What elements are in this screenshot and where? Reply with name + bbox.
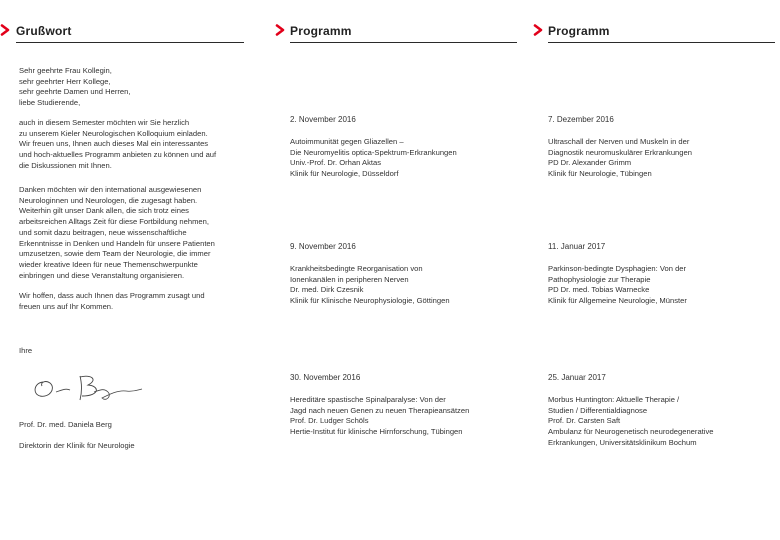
event-speaker: Univ.-Prof. Dr. Orhan Aktas [290, 158, 382, 168]
signer-title: Direktorin der Klinik für Neurologie [19, 441, 135, 451]
program-event [290, 373, 530, 438]
event-speaker: Prof. Dr. Carsten Saft [548, 416, 621, 426]
programm-column-2 [533, 0, 780, 447]
heading-rule [548, 42, 775, 43]
event-date: 11. Januar 2017 [548, 242, 606, 251]
event-institution: Klinik für Neurologie, Tübingen [548, 169, 652, 179]
event-speaker: PD Dr. med. Tobias Warnecke [548, 285, 650, 295]
event-title: Hereditäre spastische Spinalparalyse: Von der Jagd nach neuen Genen zu neuen Therapieansätzen [290, 395, 470, 415]
heading-rule [290, 42, 517, 43]
programm-heading: Programm [290, 24, 352, 38]
event-institution: Klinik für Neurologie, Düsseldorf [290, 169, 399, 179]
event-title: Krankheitsbedingte Reorganisation von Ionenkanälen in peripheren Nerven [290, 264, 423, 284]
signer-block [19, 409, 249, 463]
paragraph-3: Wir hoffen, dass auch Ihnen das Programm zusagt und freuen uns auf Ihr Kommen. [19, 291, 205, 311]
signer-name: Prof. Dr. med. Daniela Berg [19, 419, 112, 429]
event-title: Autoimmunität gegen Gliazellen – Die Neuromyelitis optica-Spektrum-Erkrankungen [290, 137, 457, 157]
grusswort-heading: Grußwort [16, 24, 72, 38]
event-date: 25. Januar 2017 [548, 373, 606, 382]
arrow-right-icon [275, 24, 286, 36]
programm-header-2 [533, 0, 780, 44]
event-institution: Klinik für Klinische Neurophysiologie, Göttingen [290, 296, 450, 306]
event-date: 9. November 2016 [290, 242, 356, 251]
program-event [548, 115, 780, 180]
programm-header-1 [275, 0, 525, 44]
event-speaker: Prof. Dr. Ludger Schöls [290, 416, 369, 426]
event-institution: Klinik für Allgemeine Neurologie, Münster [548, 296, 687, 306]
salutation: Sehr geehrte Frau Kollegin, sehr geehrter Herr Kollege, sehr geehrte Damen und Herren, liebe Studierende, [19, 66, 131, 108]
program-event [290, 242, 530, 307]
event-institution: Hertie-Institut für klinische Hirnforschung, Tübingen [290, 427, 463, 437]
programm-column-1 [275, 0, 525, 437]
event-institution: Ambulanz für Neurogenetisch neurodegenerative Erkrankungen, Universitätsklinikum Bochum [548, 427, 714, 447]
program-event [290, 115, 530, 180]
event-date: 30. November 2016 [290, 373, 361, 382]
signature-image [30, 368, 150, 406]
grusswort-column [0, 0, 262, 451]
event-title: Morbus Huntington: Aktuelle Therapie / Studien / Differentialdiagnose [548, 395, 680, 415]
event-title: Parkinson-bedingte Dysphagien: Von der Pathophysiologie zur Therapie [548, 264, 687, 284]
program-event [548, 373, 780, 449]
arrow-right-icon [0, 24, 11, 36]
paragraph-1: auch in diesem Semester möchten wir Sie herzlich zu unserem Kieler Neurologischen Kolloquium einladen. Wir freuen uns, Ihnen auch dieses Mal ein interessantes und hoch-aktuelles Programm anbieten zu können und auf die Diskussionen mit Ihnen. [19, 118, 217, 170]
event-date: 7. Dezember 2016 [548, 115, 614, 124]
event-speaker: PD Dr. Alexander Grimm [548, 158, 632, 168]
event-date: 2. November 2016 [290, 115, 356, 124]
heading-rule [16, 42, 244, 43]
closing: Ihre [19, 346, 33, 355]
arrow-right-icon [533, 24, 544, 36]
programm-heading: Programm [548, 24, 610, 38]
event-title: Ultraschall der Nerven und Muskeln in der Diagnostik neuromuskulärer Erkrankungen [548, 137, 692, 157]
paragraph-2: Danken möchten wir den international ausgewiesenen Neurologinnen und Neurologen, die zugesagt haben. Weiterhin gilt unser Dank allen, die sich trotz eines arbeitsreichen Alltags Zeit für diese Fortbildung nehmen, und somit dazu beitragen, neue wissenschaftliche Erkenntnisse in Denken und Handeln für unsere Patienten umzusetzen, sowie dem Team der Neurologie, die immer wieder kreative Ideen für neue Themenschwerpunkte einbringen und diese Veranstaltung organisieren. [19, 185, 215, 280]
event-speaker: Dr. med. Dirk Czesnik [290, 285, 364, 295]
grusswort-header [0, 0, 262, 44]
program-event [548, 242, 780, 307]
